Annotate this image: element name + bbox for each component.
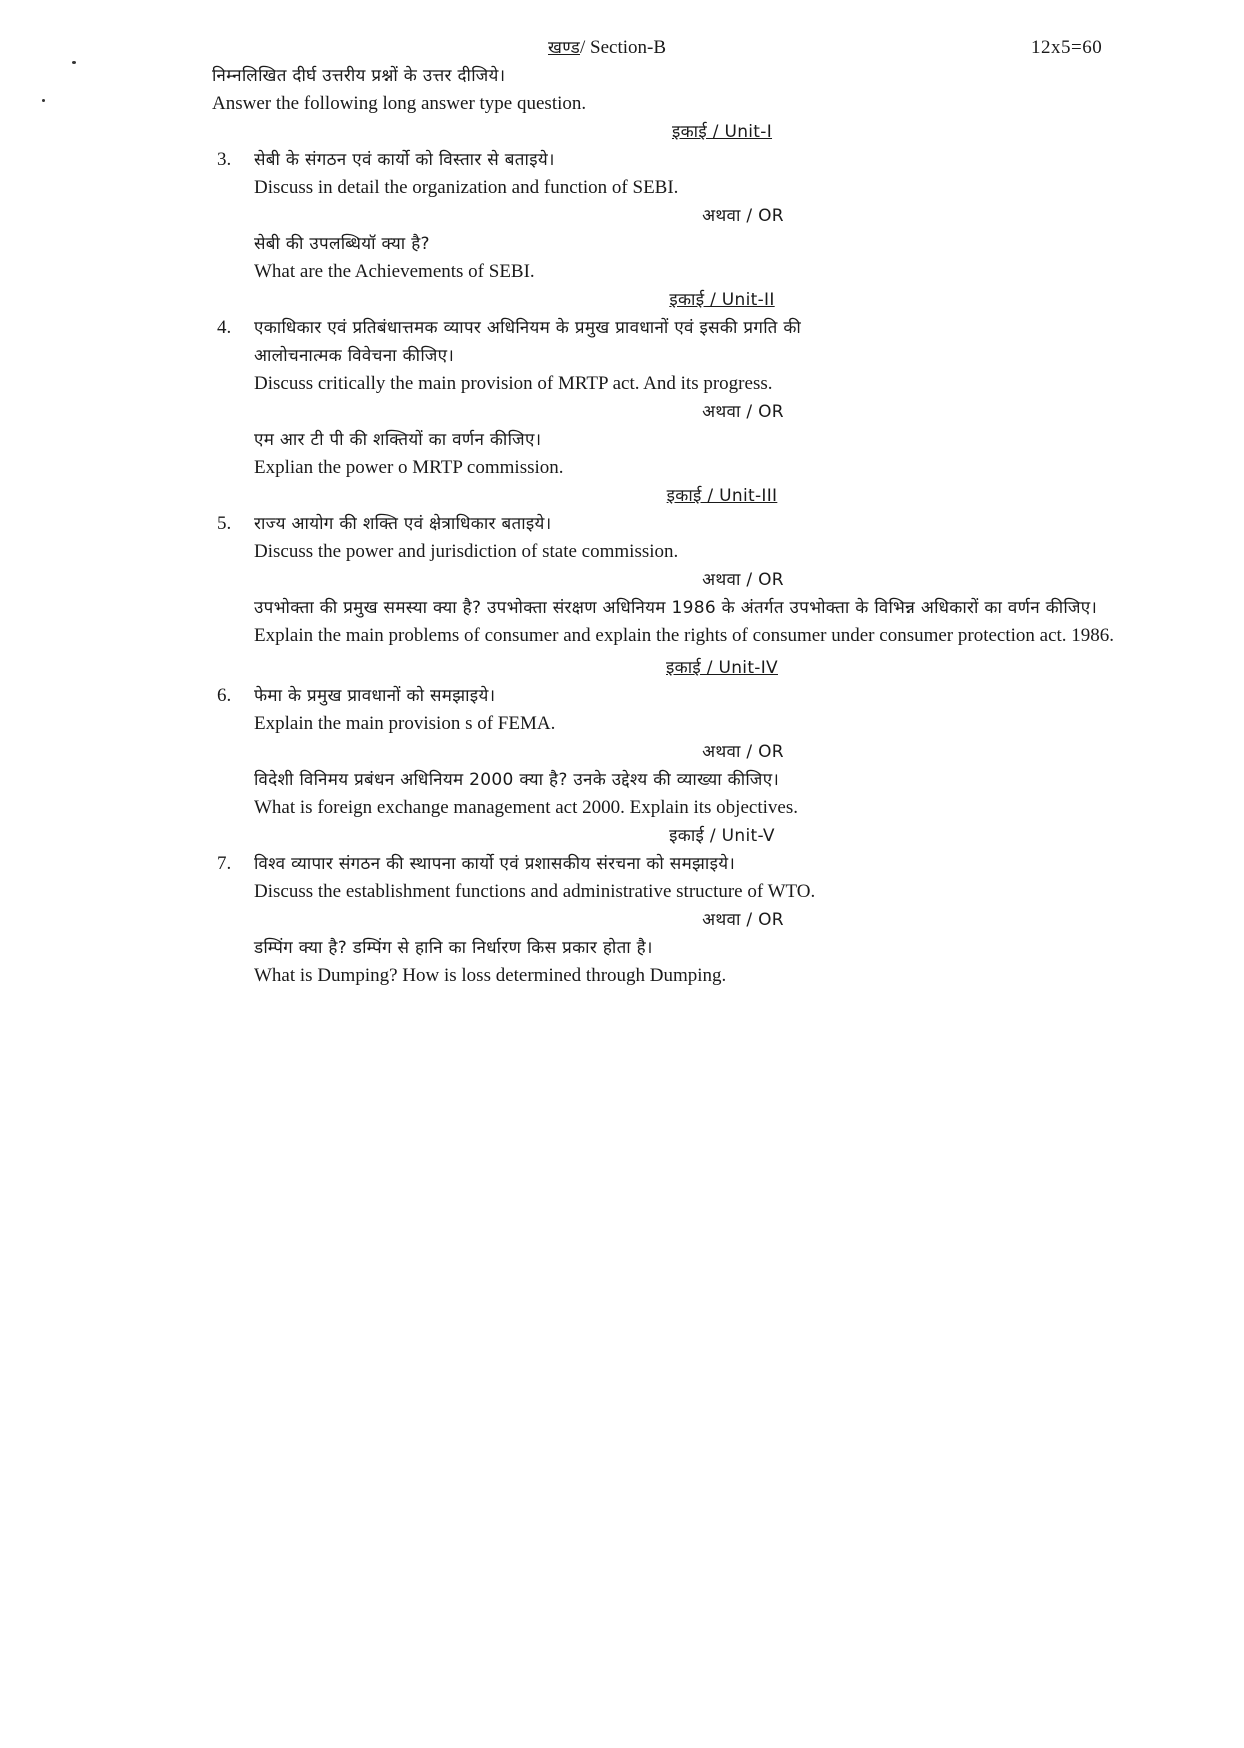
unit-label: इकाई / Unit-III (666, 486, 778, 506)
scan-speck (72, 61, 76, 64)
unit-label: इकाई / Unit-II (669, 290, 775, 310)
or-divider: अथवा / OR (702, 910, 784, 930)
question-block (212, 146, 1172, 286)
question-block (212, 850, 1172, 990)
or-divider: अथवा / OR (702, 402, 784, 422)
question-hindi: फेमा के प्रमुख प्रावधानों को समझाइये। (254, 686, 496, 706)
instruction-hindi: निम्नलिखित दीर्घ उत्तरीय प्रश्नों के उत्तर दीजिये। (212, 66, 506, 86)
alt-question-hindi: डम्पिंग क्या है? डम्पिंग से हानि का निर्धारण किस प्रकार होता है। (254, 938, 653, 958)
or-divider: अथवा / OR (702, 742, 784, 762)
unit-heading (212, 654, 1172, 682)
question-english: Explain the main provision s of FEMA. (254, 713, 556, 734)
question-number: 5. (217, 513, 232, 534)
alt-question-english: Explian the power o MRTP commission. (254, 457, 564, 478)
question-hindi: राज्य आयोग की शक्ति एवं क्षेत्राधिकार बताइये। (254, 514, 552, 534)
or-divider: अथवा / OR (702, 206, 784, 226)
unit-heading (212, 482, 1172, 510)
question-block (212, 682, 1172, 822)
question-number: 3. (217, 149, 232, 170)
question-number: 6. (217, 685, 232, 706)
total-marks: 12x5=60 (1031, 37, 1103, 58)
alt-question-english: What is foreign exchange management act 2000. Explain its objectives. (254, 797, 798, 818)
question-hindi-continued: आलोचनात्मक विवेचना कीजिए। (254, 346, 455, 366)
question-english: Discuss critically the main provision of MRTP act. And its progress. (254, 373, 773, 394)
question-english: Discuss the establishment functions and administrative structure of WTO. (254, 881, 816, 902)
section-heading-english: / Section-B (579, 37, 667, 58)
alt-question-english: Explain the main problems of consumer and explain the rights of consumer under consumer protection act. 1986. (254, 625, 1115, 646)
unit-heading (212, 118, 1172, 146)
alt-question-hindi: एम आर टी पी की शक्तियों का वर्णन कीजिए। (254, 430, 542, 450)
question-hindi: सेबी के संगठन एवं कार्यो को विस्तार से बताइये। (254, 150, 555, 170)
question-number: 4. (217, 317, 232, 338)
question-block (212, 510, 1172, 650)
or-divider: अथवा / OR (702, 570, 784, 590)
question-number: 7. (217, 853, 232, 874)
unit-label: इकाई / Unit-IV (666, 658, 778, 678)
question-hindi: विश्व व्यापार संगठन की स्थापना कार्यो एवं प्रशासकीय संरचना को समझाइये। (254, 854, 736, 874)
alt-question-hindi: सेबी की उपलब्धियॉ क्या है? (254, 234, 430, 254)
alt-question-hindi: विदेशी विनिमय प्रबंधन अधिनियम 2000 क्या है? उनके उद्देश्य की व्याख्या कीजिए। (254, 770, 780, 790)
question-block (212, 314, 1172, 482)
scan-speck (42, 99, 45, 102)
unit-label: इकाई / Unit-V (669, 826, 775, 846)
section-heading-hindi: खण्ड (548, 38, 580, 58)
unit-label: इकाई / Unit-I (671, 122, 773, 142)
unit-heading (212, 822, 1172, 850)
alt-question-english: What is Dumping? How is loss determined through Dumping. (254, 965, 727, 986)
section-heading (548, 36, 666, 60)
instruction-english: Answer the following long answer type question. (212, 93, 587, 114)
unit-heading (212, 286, 1172, 314)
question-english: Discuss the power and jurisdiction of state commission. (254, 541, 679, 562)
alt-question-english: What are the Achievements of SEBI. (254, 261, 535, 282)
alt-question-hindi: उपभोक्ता की प्रमुख समस्या क्या है? उपभोक्ता संरक्षण अधिनियम 1986 के अंतर्गत उपभोक्ता के विभिन्न अधिकारों का वर्णन कीजिए। (254, 598, 1098, 618)
question-content (212, 62, 1172, 990)
question-english: Discuss in detail the organization and function of SEBI. (254, 177, 679, 198)
question-hindi: एकाधिकार एवं प्रतिबंधात्तमक व्यापर अधिनियम के प्रमुख प्रावधानों एवं इसकी प्रगति की (254, 318, 802, 338)
